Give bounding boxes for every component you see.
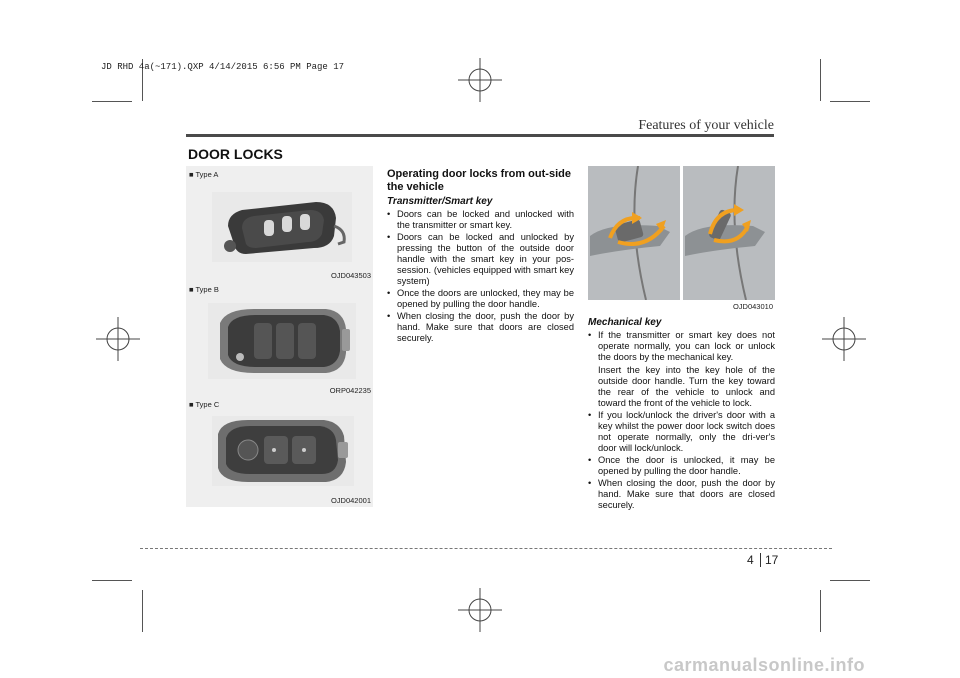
bullet-list: [588, 410, 775, 511]
bullet-list: [588, 330, 775, 363]
key-panel-type-b: [186, 281, 373, 396]
smart-key-icon: [204, 299, 359, 383]
bullet-item: • When closing the door, push the door by hand. Make sure that doors are closed securely.: [387, 311, 574, 344]
smart-key-icon: [208, 412, 358, 490]
crop-mark: [142, 590, 143, 632]
footer-dashed-rule: [140, 548, 832, 549]
crop-mark: [830, 580, 870, 581]
print-slug: JD RHD 4a(~171).QXP 4/14/2015 6:56 PM Page 17: [101, 62, 345, 72]
bullet-list: [387, 209, 574, 344]
header-rule: [186, 134, 774, 137]
registration-mark-top-icon: [458, 58, 502, 102]
section-heading: Operating door locks from out-side the vehicle: [387, 168, 571, 193]
right-column: [588, 317, 775, 512]
page-number: 17: [765, 553, 779, 567]
image-code: OJD042001: [330, 496, 371, 505]
flip-key-icon: [206, 186, 356, 268]
crop-mark: [820, 59, 821, 101]
middle-column: [387, 168, 574, 345]
crop-mark: [92, 580, 132, 581]
bullet-item: • Doors can be locked and unlocked by pressing the button of the outside door handle with the smart key in your pos-session. (vehicles equipped with smart key system): [387, 232, 574, 287]
registration-mark-right-icon: [822, 317, 866, 361]
registration-mark-left-icon: [96, 317, 140, 361]
bullet-item: • When closing the door, push the door by hand. Make sure that doors are closed securely.: [588, 478, 775, 511]
chapter-number: 4: [747, 553, 754, 567]
watermark: carmanualsonline.info: [663, 655, 865, 675]
panel-label: ■ Type B: [189, 285, 219, 294]
crop-mark: [830, 101, 870, 102]
image-code: ORP042235: [329, 386, 371, 395]
section-title: DOOR LOCKS: [188, 146, 283, 162]
bullet-item: • Once the doors are unlocked, they may be opened by pulling the door handle.: [387, 288, 574, 310]
panel-label: ■ Type A: [189, 170, 219, 179]
door-lock-photo: [588, 166, 775, 314]
key-panel-type-a: [186, 166, 373, 281]
subheading-transmitter: Transmitter/Smart key: [387, 196, 493, 207]
page-number-divider: [760, 553, 761, 567]
crop-mark: [92, 101, 132, 102]
key-panel-type-c: [186, 396, 373, 507]
crop-mark: [820, 590, 821, 632]
image-code: OJD043503: [330, 271, 371, 280]
page-header-title: Features of your vehicle: [638, 118, 774, 133]
subheading-mechanical-key: Mechanical key: [588, 317, 662, 328]
instruction-paragraph: Insert the key into the key hole of the outside door handle. Turn the key toward the rear of the vehicle to unlock and toward the front of the vehicle to lock.: [598, 365, 775, 408]
bullet-item: • If you lock/unlock the driver's door with a key whilst the power door lock switch does not operate normally, only the dri-ver's door will lock/unlock.: [588, 410, 775, 454]
registration-mark-bottom-icon: [458, 588, 502, 632]
door-handle-key-photo-icon: [588, 166, 775, 300]
bullet-item: • Doors can be locked and unlocked with the transmitter or smart key.: [387, 209, 574, 231]
bullet-item: • If the transmitter or smart key does not operate normally, you can lock or unlock the doors by the mechanical key.: [588, 330, 775, 363]
image-code: OJD043010: [732, 302, 773, 311]
panel-label: ■ Type C: [189, 400, 220, 409]
bullet-item: • Once the door is unlocked, it may be opened by pulling the door handle.: [588, 455, 775, 477]
